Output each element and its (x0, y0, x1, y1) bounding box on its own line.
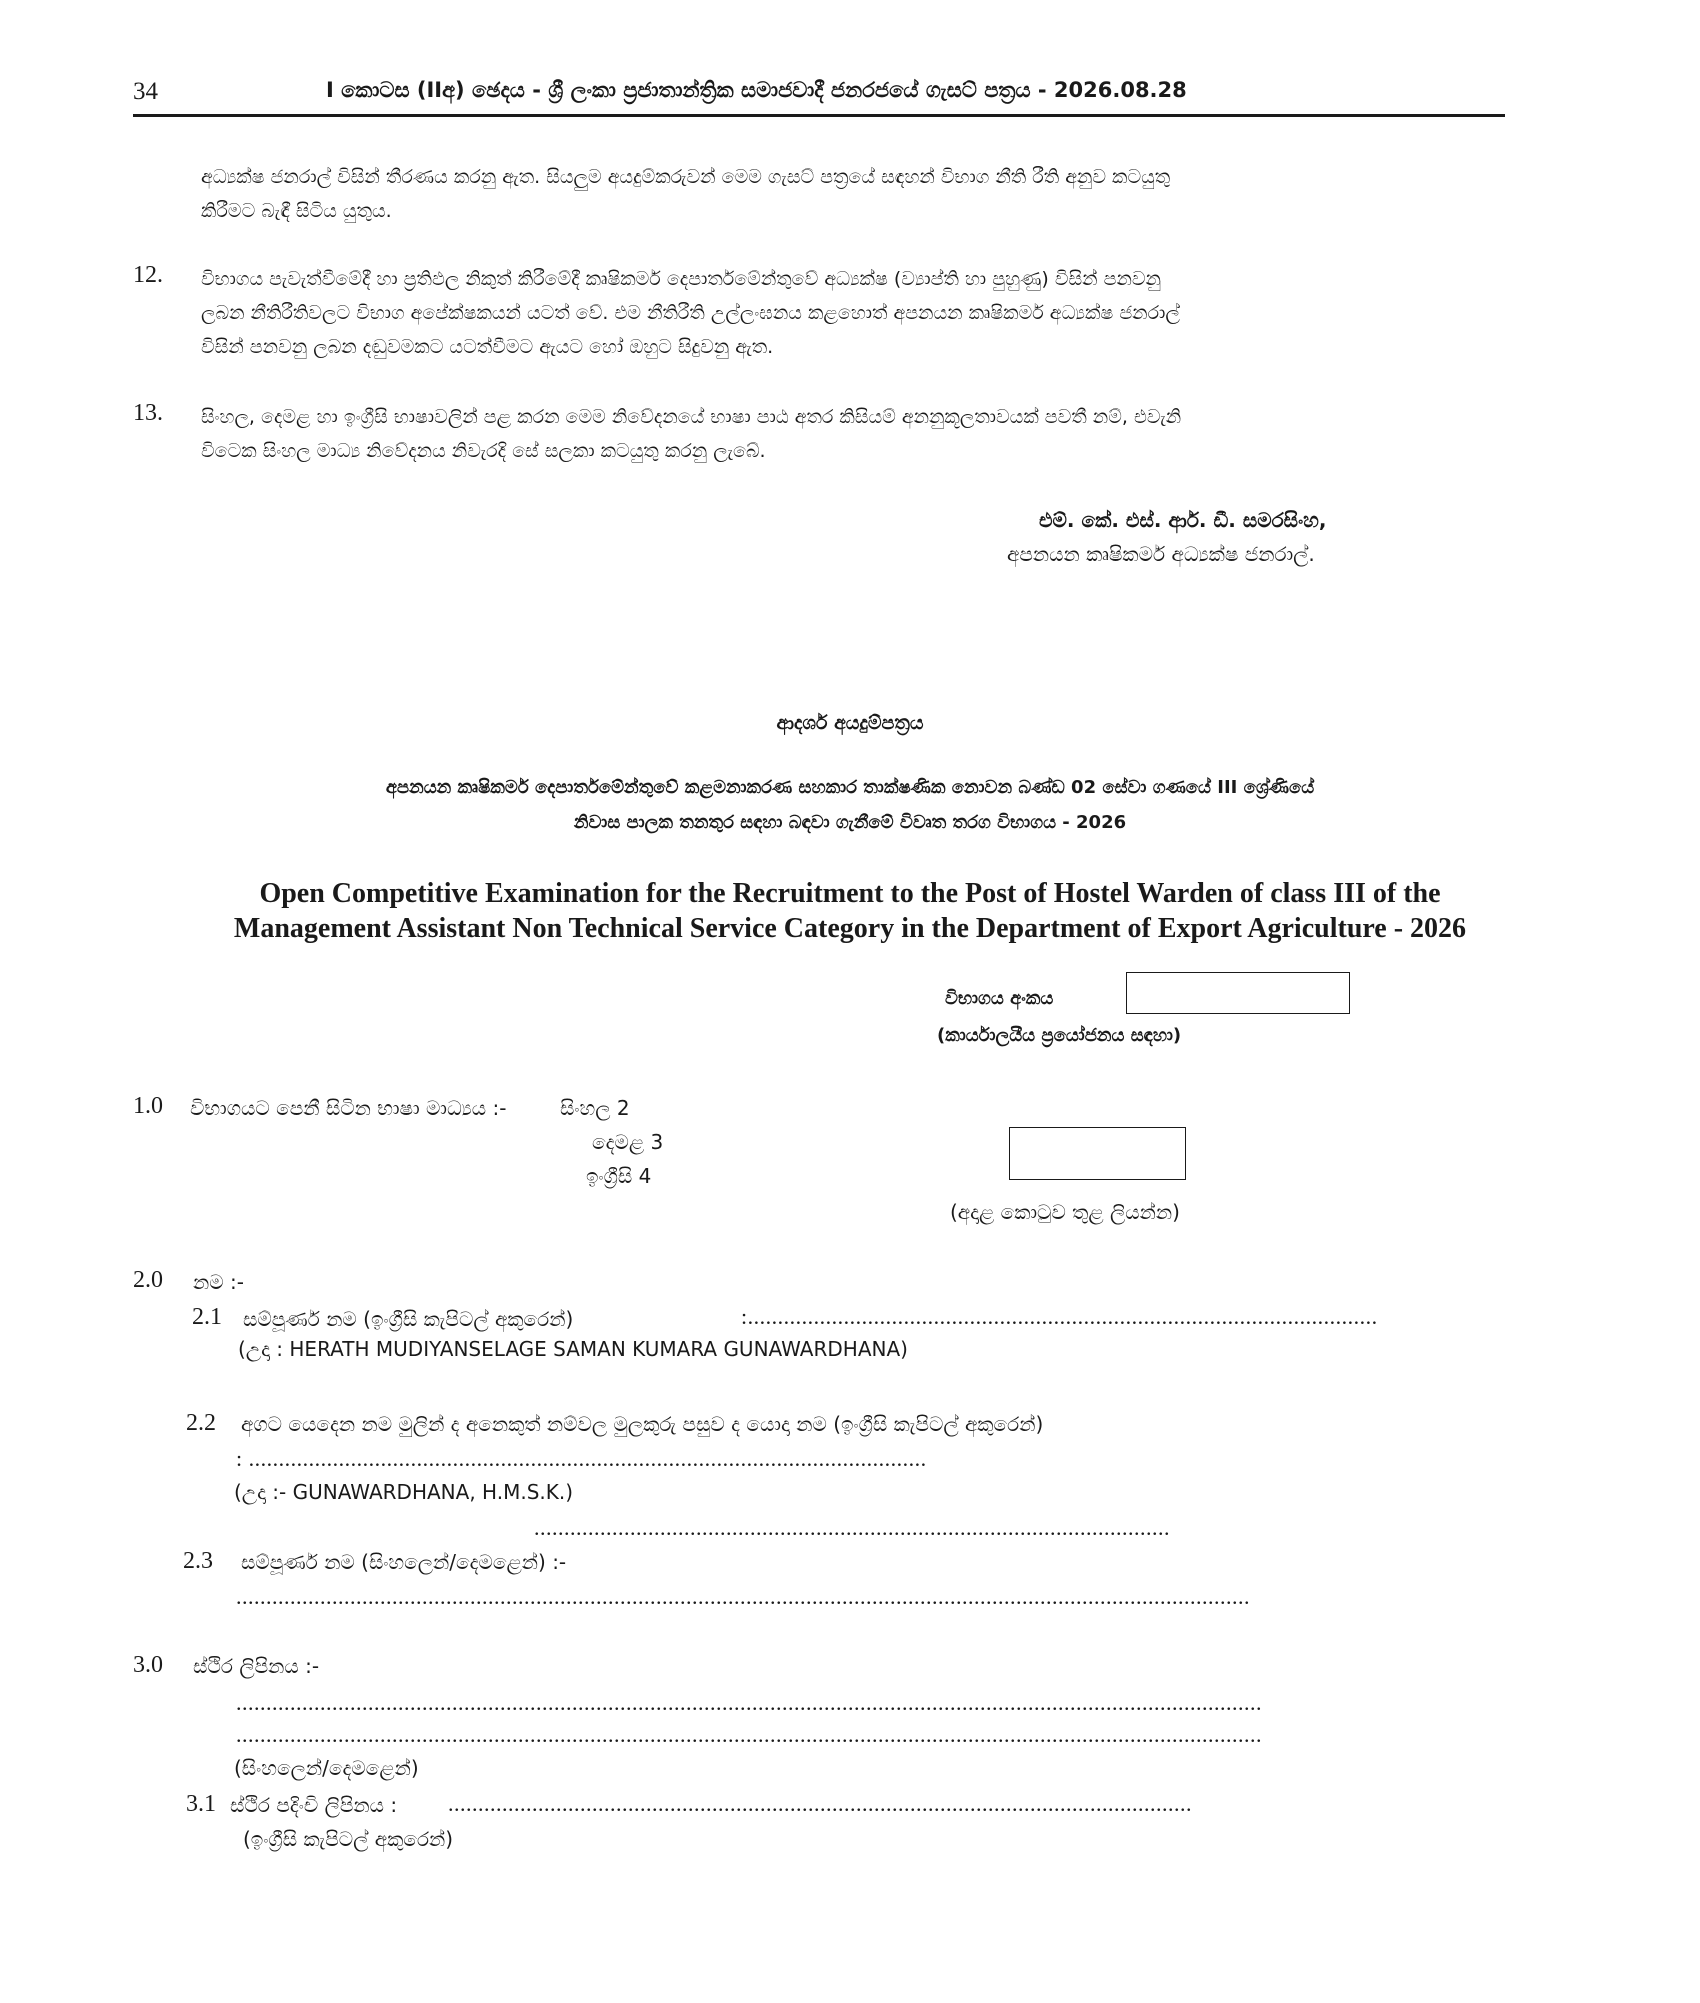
exam-number-box[interactable] (1126, 972, 1350, 1014)
office-use-label: (කාර්යාලයීය ප්‍රයෝජනය සඳහා) (937, 1025, 1182, 1046)
name-with-initials-example: (උදා :- GUNAWARDHANA, H.M.S.K.) (234, 1480, 574, 1504)
language-medium-box[interactable] (1009, 1127, 1186, 1180)
name-with-initials-field-2[interactable]: .......................................................................................................... (534, 1515, 1170, 1540)
intro-line-1: අධ්‍යක්ෂ ජනරාල් විසින් තීරණය කරනු ඇත. සියලුම අයදුම්කරුවන් මෙම ගැසට් පත්‍රයේ සඳහන් විභාග නීති රීති අනුව කටයුතු (201, 166, 1171, 188)
address-language-note: (සිංහලෙන්/දෙමළෙන්) (234, 1756, 419, 1780)
language-option-tamil: දෙමළ 3 (592, 1130, 664, 1154)
header-rule (133, 114, 1505, 117)
full-name-example-text: (උදා : HERATH MUDIYANSELAGE SAMAN KUMARA GUNAWARDHANA) (238, 1337, 908, 1361)
language-option-english: ඉංග්‍රීසි 4 (586, 1164, 652, 1188)
name-with-initials-field[interactable]: : ................................................................................................................. (236, 1446, 927, 1471)
page-number: 34 (133, 78, 158, 105)
intro-line-2: කිරීමට බැඳී සිටිය යුතුය. (201, 200, 392, 222)
full-name-caps-field[interactable]: :......................................................................................................... (741, 1304, 1378, 1329)
name-label: නම :- (193, 1270, 244, 1294)
box-instruction-note: (අදාළ කොටුව තුළ ලියන්න) (950, 1200, 1180, 1224)
english-title-line-1: Open Competitive Examination for the Recruitment to the Post of Hostel Warden of class III of the (259, 878, 1441, 909)
name-with-initials-label: අගට යෙදෙන නම මුලින් ද අනෙකුත් නම්වල මුලකුරු පසුව ද යොදා නම (ඉංග්‍රීසි කැපිටල් අකුරෙන්) (241, 1412, 1044, 1436)
clause-line: විසින් පනවනු ලබන දඬුවමකට යටත්වීමට ඇයට හෝ ඔහුට සිදුවනු ඇත. (201, 336, 774, 358)
gazette-header-title: I කොටස (IIඅ) ඡෙදය - ශ්‍රී ලංකා ප්‍රජාතාන්ත්‍රික සමාජවාදී ජනරජයේ ගැසට් පත්‍රය - 2026.08.28 (326, 78, 1187, 102)
signatory-designation: අපනයන කෘෂිකර්ම අධ්‍යක්ෂ ජනරාල්. (1007, 542, 1315, 566)
permanent-address-field-2[interactable]: ........................................................................................................................................................................... (236, 1722, 1262, 1747)
subsection-number: 2.2 (186, 1410, 216, 1436)
english-title-line-2: Management Assistant Non Technical Service Category in the Department of Export Agriculture - 2026 (233, 913, 1467, 944)
signatory-name: එම්. කේ. එස්. ආර්. ඩී. සමරසිංහ, (1039, 508, 1327, 532)
permanent-residence-label: ස්ථිර පදිංචි ලිපිනය : (230, 1793, 398, 1817)
sinhala-title-line-1: අපනයන කෘෂිකර්ම දෙපාර්තමේන්තුවේ කළමනාකරණ සහකාර තාක්ෂණික නොවන බණ්ඩ 02 සේවා ගණයේ III ශ්‍රේණියේ (385, 777, 1315, 798)
full-name-caps-label: සම්පූර්ණ නම (ඉංග්‍රීසි කැපිටල් අකුරෙන්) (243, 1307, 574, 1331)
exam-number-label: විභාගය අංකය (945, 988, 1054, 1009)
clause-line: විභාගය පැවැත්වීමේදී හා ප්‍රතිඵල නිකුත් කිරීමේදී කෘෂිකර්ම දෙපාර්තමේන්තුවේ අධ්‍යක්ෂ (ව්‍යාප්ති හා පුහුණු) විසින් පනවනු (201, 268, 1161, 290)
subsection-number: 2.3 (183, 1548, 213, 1574)
permanent-address-label: ස්ථිර ලිපිනය :- (193, 1654, 320, 1678)
permanent-address-field-1[interactable]: ........................................................................................................................................................................... (236, 1690, 1262, 1715)
subsection-number: 3.1 (186, 1791, 216, 1817)
subsection-number: 2.1 (192, 1304, 222, 1330)
section-number: 1.0 (133, 1093, 163, 1119)
full-name-example (238, 1337, 908, 1362)
clause-number: 13. (133, 400, 163, 426)
form-heading: ආදර්ශ අයදුම්පත්‍රය (776, 712, 924, 734)
permanent-residence-field[interactable]: ............................................................................................................................ (448, 1791, 1192, 1816)
full-name-sinhala-field[interactable]: ......................................................................................................................................................................... (236, 1584, 1250, 1609)
sinhala-title-line-2: නිවාස පාලක තනතුර සඳහා බඳවා ගැනීමේ විවෘත තරග විභාගය - 2026 (573, 812, 1127, 833)
full-name-sinhala-label: සම්පූර්ණ නම (සිංහලෙන්/දෙමළෙන්) :- (241, 1550, 567, 1574)
clause-line: සිංහල, දෙමළ හා ඉංග්‍රීසි භාෂාවලින් පළ කරන මෙම නිවේදනයේ භාෂා පාඨ අතර කිසියම් අනනුකූලතාවයක් පවතී නම්, එවැනි (201, 406, 1182, 428)
clause-line: ලබන නීතිරීතිවලට විභාග අපේක්ෂකයන් යටත් වේ. එම නීතිරීති උල්ලංඝනය කළහොත් අපනයන කෘෂිකර්ම අධ්‍යක්ෂ ජනරාල් (201, 302, 1180, 324)
clause-line: විටෙක සිංහල මාධ්‍ය නිවේදනය නිවැරදි සේ සලකා කටයුතු කරනු ලැබේ. (201, 440, 766, 462)
language-medium-label: විභාගයට පෙනී සිටින භාෂා මාධ්‍යය :- (190, 1096, 507, 1120)
section-number: 2.0 (133, 1267, 163, 1293)
section-number: 3.0 (133, 1652, 163, 1678)
clause-number: 12. (133, 262, 163, 288)
language-option-sinhala: සිංහල 2 (560, 1096, 630, 1120)
caps-letters-note: (ඉංග්‍රීසි කැපිටල් අකුරෙන්) (243, 1827, 454, 1851)
